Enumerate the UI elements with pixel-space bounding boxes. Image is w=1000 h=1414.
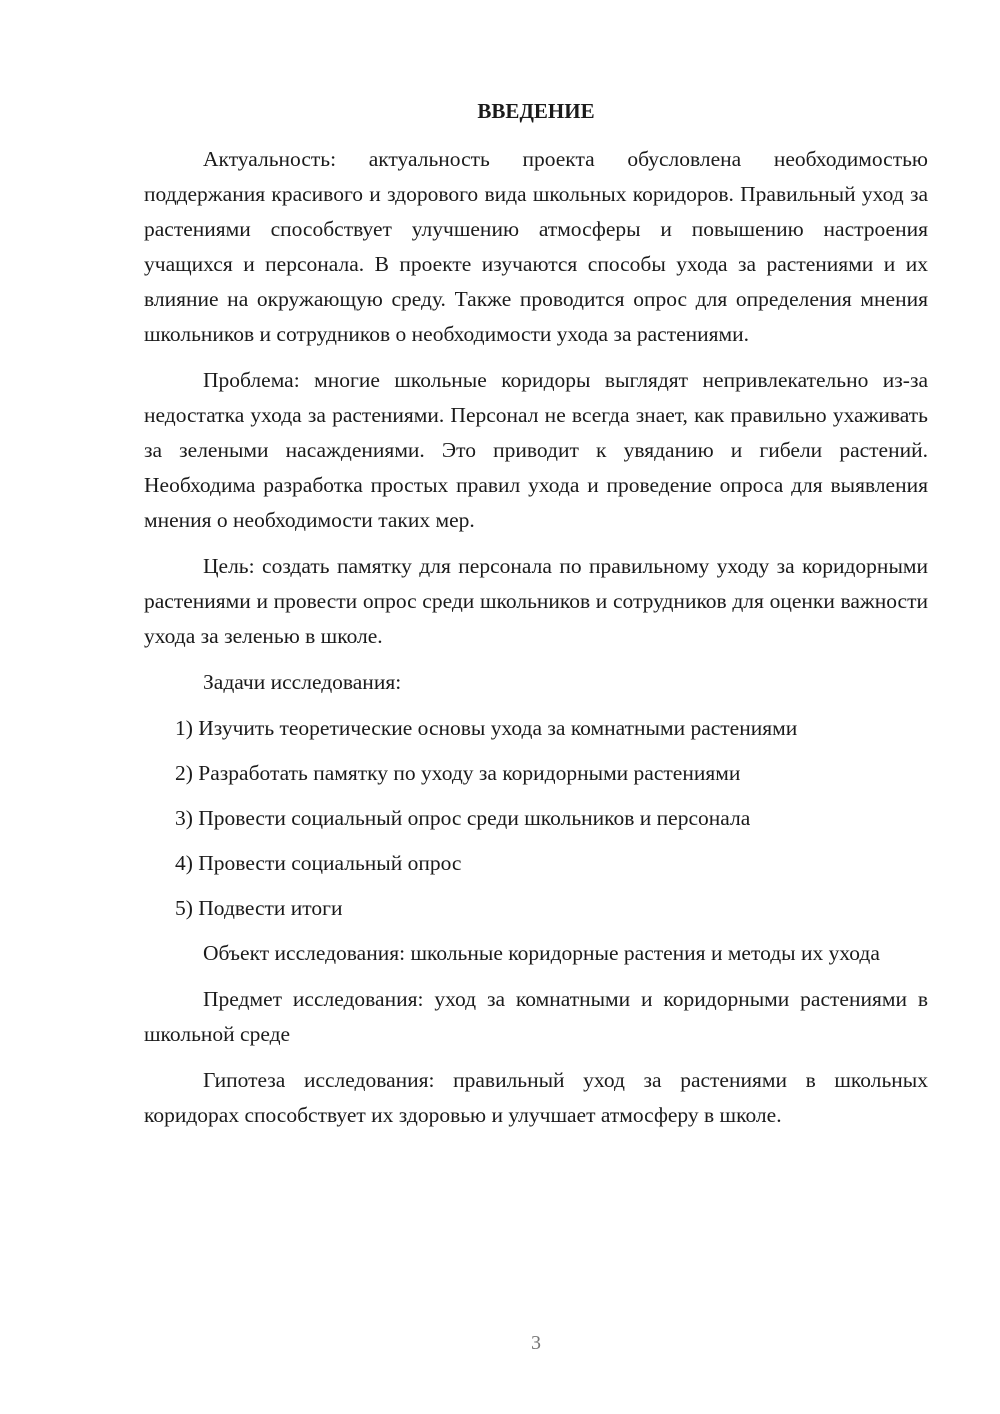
problem-paragraph: Проблема: многие школьные коридоры выглядят непривлекательно из-за недостатка ухода за растениями. Персонал не всегда знает, как правильно ухаживать за зелеными насаждениями. Это приводит к увяданию и гибели растений. Необходима разработка простых правил ухода и проведение опроса для выявления мнения о необходимости таких мер. xyxy=(144,368,928,532)
object-paragraph: Объект исследования: школьные коридорные растения и методы их ухода xyxy=(203,941,880,965)
task-item: 2) Разработать памятку по уходу за коридорными растениями xyxy=(175,761,741,785)
task-item: 5) Подвести итоги xyxy=(175,896,343,920)
task-item: 3) Провести социальный опрос среди школьников и персонала xyxy=(175,806,751,830)
page-heading: ВВЕДЕНИЕ xyxy=(477,99,595,123)
tasks-title: Задачи исследования: xyxy=(203,670,402,694)
goal-paragraph: Цель: создать памятку для персонала по правильному уходу за коридорными растениями и провести опрос среди школьников и сотрудников для оценки важности ухода за зеленью в школе. xyxy=(144,554,928,648)
actuality-paragraph: Актуальность: актуальность проекта обусловлена необходимостью поддержания красивого и здорового вида школьных коридоров. Правильный уход за растениями способствует улучшению атмосферы и повышению настроения учащихся и персонала. В проекте изучаются способы ухода за растениями и их влияние на окружающую среду. Также проводится опрос для определения мнения школьников и сотрудников о необходимости ухода за растениями. xyxy=(144,147,928,346)
hypothesis-paragraph: Гипотеза исследования: правильный уход за растениями в школьных коридорах способствует их здоровью и улучшает атмосферу в школе. xyxy=(144,1068,928,1127)
tasks-list xyxy=(144,711,928,926)
page-number: 3 xyxy=(531,1332,541,1354)
subject-paragraph: Предмет исследования: уход за комнатными и коридорными растениями в школьной среде xyxy=(144,987,928,1046)
document-page xyxy=(144,96,928,1133)
task-item: 4) Провести социальный опрос xyxy=(175,851,462,875)
task-item: 1) Изучить теоретические основы ухода за комнатными растениями xyxy=(175,716,798,740)
